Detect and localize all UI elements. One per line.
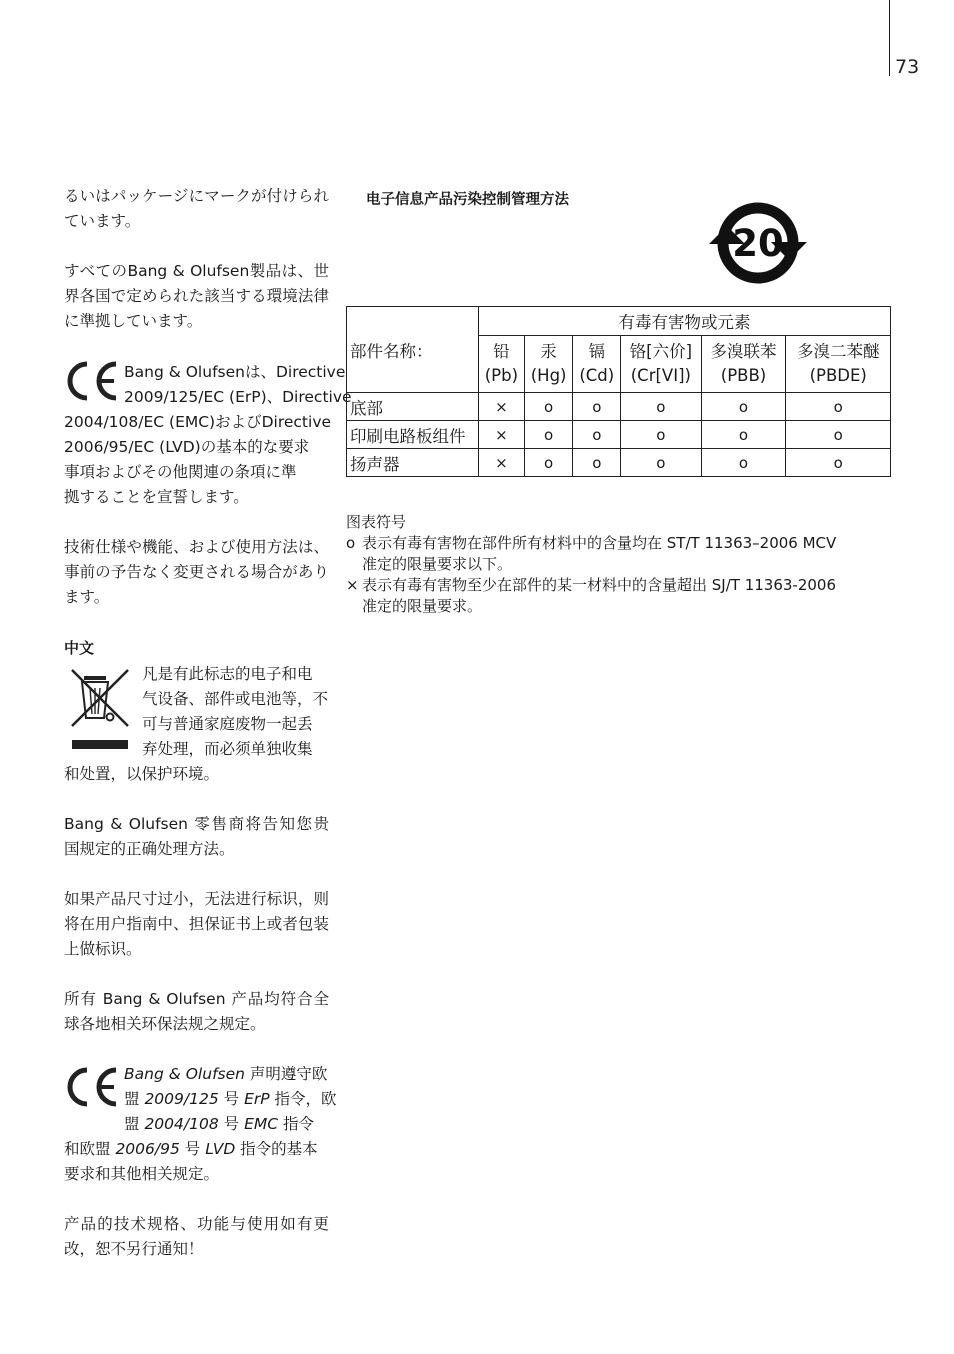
weee-line-5: 和处置，以保护环境。 [64,765,220,783]
jp-ce-line-6: 拠することを宣誓します。 [64,488,249,506]
toxic-elements-header: 有毒有害物或元素 [479,307,891,336]
jp-paragraph-1: るいはパッケージにマークが付けられています。 [64,187,329,230]
table-cell: × [479,449,525,477]
cn-ce-line-3: 盟 2004/108 号 EMC 指令 [124,1115,314,1133]
logo-number: 20 [732,222,784,265]
column-header-hg: 汞 (Hg) [524,336,573,393]
table-cell: × [479,393,525,421]
weee-line-1: 凡是有此标志的电子和电 [142,665,313,683]
table-cell: o [701,421,786,449]
jp-ce-line-2: 2009/125/EC (ErP)、Directive [124,388,352,406]
cn-ce-line-4: 和欧盟 2006/95 号 LVD 指令的基本 [64,1140,318,1158]
table-cell: o [621,421,701,449]
chinese-heading: 中文 [64,639,95,657]
table-row [347,449,891,477]
part-name-cell: 印刷电路板组件 [347,421,479,449]
weee-line-4: 弃处理，而必须单独收集 [142,740,313,758]
ce-mark-icon [62,360,120,402]
cn-paragraph-2: 如果产品尺寸过小，无法进行标识，则将在用户指南中、担保证书上或者包装上做标识。 [64,890,329,958]
jp-ce-line-4: 2006/95/EC (LVD)の基本的な要求 [64,438,310,456]
epup-20-logo [707,196,809,290]
table-cell: × [479,421,525,449]
legend-title: 图表符号 [346,513,407,531]
table-cell: o [524,421,573,449]
legend-symbol: × [346,576,359,594]
table-cell: o [786,449,891,477]
table-cell: o [701,393,786,421]
table-cell: o [786,421,891,449]
table-cell: o [573,449,621,477]
table-row [347,393,891,421]
jp-paragraph-3: 技術仕様や機能、および使用方法は、事前の予告なく変更される場合があります。 [64,538,329,606]
table-cell: o [524,393,573,421]
jp-ce-line-3: 2004/108/EC (EMC)およびDirective [64,413,332,431]
table-cell: o [573,393,621,421]
ce-mark-icon-cn [62,1066,120,1108]
jp-paragraph-2: すべてのBang & Olufsen製品は、世界各国で定められた該当する環境法律に準拠しています。 [64,262,329,330]
column-header-cd: 镉 (Cd) [573,336,621,393]
jp-ce-line-5: 事項およびその他関連の条項に準 [64,463,297,481]
weee-bin-icon [68,666,132,754]
part-name-cell: 扬声器 [347,449,479,477]
cn-ce-line-2: 盟 2009/125 号 ErP 指令，欧 [124,1090,337,1108]
table-cell: o [621,449,701,477]
table-row [347,421,891,449]
cn-ce-line-1: Bang & Olufsen 声明遵守欧 [124,1065,328,1083]
page-number: 73 [895,56,920,78]
column-header-pb: 铅 (Pb) [479,336,525,393]
cn-ce-line-5: 要求和其他相关规定。 [64,1165,220,1183]
hazardous-substances-table [346,306,891,477]
section-title: 电子信息产品污染控制管理方法 [366,192,569,208]
legend-item [346,533,892,575]
weee-line-3: 可与普通家庭废物一起丢 [142,715,313,733]
table-cell: o [701,449,786,477]
cn-paragraph-3: 所有 Bang & Olufsen 产品均符合全球各地相关环保法规之规定。 [64,990,329,1033]
page-divider-line [889,0,890,76]
table-cell: o [786,393,891,421]
table-cell: o [621,393,701,421]
legend-symbol: o [346,534,356,552]
cn-paragraph-1: Bang & Olufsen 零售商将告知您贵国规定的正确处理方法。 [64,815,329,858]
column-header-pbb: 多溴联苯 (PBB) [701,336,786,393]
jp-ce-line-1: Bang & Olufsenは、Directive [124,363,346,381]
weee-line-2: 气设备、部件或电池等，不 [142,690,329,708]
legend [346,512,892,617]
legend-item [346,575,892,617]
table-cell: o [573,421,621,449]
legend-text: 表示有毒有害物至少在部件的某一材料中的含量超出 SJ/T 11363-2006 准定的限量要求。 [362,576,837,615]
cn-paragraph-4: 产品的技术规格、功能与使用如有更改，恕不另行通知！ [64,1215,329,1258]
column-header-pbde: 多溴二苯醚 (PBDE) [786,336,891,393]
part-name-header: 部件名称： [347,307,479,393]
part-name-cell: 底部 [347,393,479,421]
table-cell: o [524,449,573,477]
legend-text: 表示有毒有害物在部件所有材料中的含量均在 ST/T 11363–2006 MCV 准定的限量要求以下。 [362,534,837,573]
column-header-cr: 铬[六价] (Cr[VI]) [621,336,701,393]
